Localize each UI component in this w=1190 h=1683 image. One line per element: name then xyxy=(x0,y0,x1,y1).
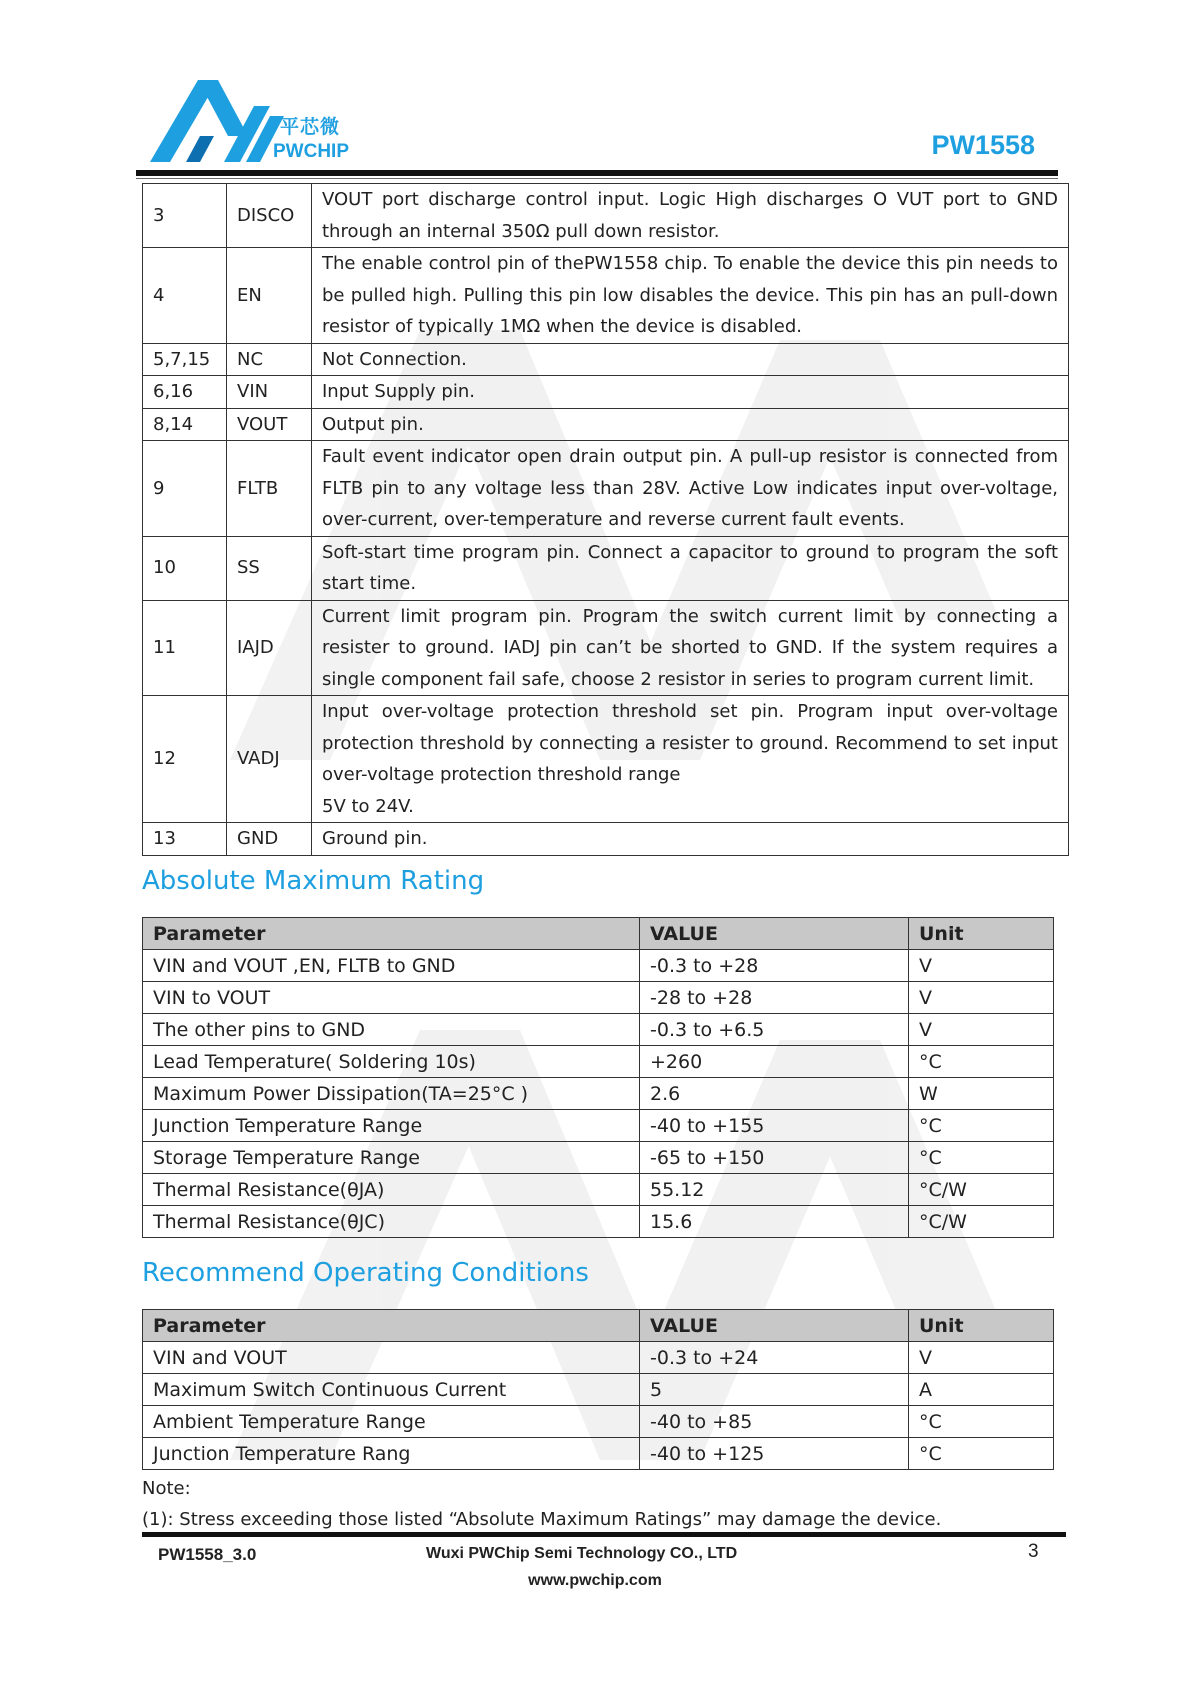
value-cell: 2.6 xyxy=(640,1078,909,1110)
pin-number: 3 xyxy=(143,184,227,248)
table-row xyxy=(143,600,1069,696)
footer-url: www.pwchip.com xyxy=(528,1572,662,1589)
table-row xyxy=(143,950,1054,982)
unit-cell: V xyxy=(909,950,1054,982)
pin-name: VADJ xyxy=(227,696,312,823)
table-row xyxy=(143,343,1069,376)
pin-description: Ground pin. xyxy=(312,823,1069,856)
table-row xyxy=(143,441,1069,537)
value-cell: -40 to +85 xyxy=(640,1406,909,1438)
page-number: 3 xyxy=(1028,1541,1039,1562)
pin-number: 12 xyxy=(143,696,227,823)
pin-description: The enable control pin of thePW1558 chip. To enable the device this pin needs to be pulled high. Pulling this pin low disables the device. This pin has an pull-down resistor of typically 1MΩ when the device is disabled. xyxy=(312,248,1069,344)
unit-cell: W xyxy=(909,1078,1054,1110)
pin-description-table xyxy=(142,183,1069,856)
value-cell: -28 to +28 xyxy=(640,982,909,1014)
pin-name: SS xyxy=(227,536,312,600)
pin-name: GND xyxy=(227,823,312,856)
note-label: Note: xyxy=(142,1478,191,1499)
param-cell: The other pins to GND xyxy=(143,1014,640,1046)
table-row xyxy=(143,696,1069,823)
table-row xyxy=(143,248,1069,344)
table-row xyxy=(143,1046,1054,1078)
value-cell: -40 to +125 xyxy=(640,1438,909,1470)
footer-company: Wuxi PWChip Semi Technology CO., LTD xyxy=(426,1545,738,1562)
header-divider xyxy=(136,170,1058,176)
column-header-unit: Unit xyxy=(909,918,1054,950)
value-cell: -0.3 to +28 xyxy=(640,950,909,982)
param-cell: VIN and VOUT xyxy=(143,1342,640,1374)
param-cell: VIN and VOUT ,EN, FLTB to GND xyxy=(143,950,640,982)
unit-cell: A xyxy=(909,1374,1054,1406)
pin-description: VOUT port discharge control input. Logic High discharges O VUT port to GND through an internal 350Ω pull down resistor. xyxy=(312,184,1069,248)
table-row xyxy=(143,823,1069,856)
pin-description: Soft-start time program pin. Connect a capacitor to ground to program the soft start time. xyxy=(312,536,1069,600)
param-cell: Junction Temperature Range xyxy=(143,1110,640,1142)
logo-chinese-text: 平芯微 xyxy=(280,116,341,138)
part-number: PW1558 xyxy=(931,130,1035,160)
table-row xyxy=(143,1206,1054,1238)
pin-number: 11 xyxy=(143,600,227,696)
pin-number: 13 xyxy=(143,823,227,856)
table-row xyxy=(143,982,1054,1014)
pin-number: 9 xyxy=(143,441,227,537)
pin-description: Current limit program pin. Program the switch current limit by connecting a resister to ground. IADJ pin can’t be shorted to GND. If the system requires a single component fail safe, choose 2 resistor in series to program current limit. xyxy=(312,600,1069,696)
unit-cell: V xyxy=(909,982,1054,1014)
pin-description-text: Input over-voltage protection threshold set pin. Program input over-voltage protection threshold by connecting a resister to ground. Recommend to set input over-voltage protection threshold range xyxy=(322,701,1058,785)
table-row xyxy=(143,184,1069,248)
pin-name: VIN xyxy=(227,376,312,409)
section-title-absolute-maximum: Absolute Maximum Rating xyxy=(142,866,485,896)
pin-description: Fault event indicator open drain output pin. A pull-up resistor is connected from FLTB pin to any voltage less than 28V. Active Low indicates input over-voltage, over-current, over-temperature and reverse current fault events. xyxy=(312,441,1069,537)
table-row xyxy=(143,1438,1054,1470)
pin-number: 4 xyxy=(143,248,227,344)
column-header-parameter: Parameter xyxy=(143,918,640,950)
pin-description-range: 5V to 24V. xyxy=(322,795,414,817)
pin-number: 10 xyxy=(143,536,227,600)
param-cell: Storage Temperature Range xyxy=(143,1142,640,1174)
unit-cell: V xyxy=(909,1014,1054,1046)
recommended-conditions-table xyxy=(142,1309,1054,1470)
header-divider-thin xyxy=(136,178,1058,179)
pin-name: IAJD xyxy=(227,600,312,696)
pin-number: 6,16 xyxy=(143,376,227,409)
pin-number: 5,7,15 xyxy=(143,343,227,376)
table-row xyxy=(143,1110,1054,1142)
pin-name: DISCO xyxy=(227,184,312,248)
unit-cell: °C xyxy=(909,1406,1054,1438)
param-cell: Ambient Temperature Range xyxy=(143,1406,640,1438)
table-row xyxy=(143,1078,1054,1110)
section-title-recommended-conditions: Recommend Operating Conditions xyxy=(142,1258,589,1288)
unit-cell: V xyxy=(909,1342,1054,1374)
value-cell: -40 to +155 xyxy=(640,1110,909,1142)
table-row xyxy=(143,408,1069,441)
table-row xyxy=(143,1142,1054,1174)
pin-name: NC xyxy=(227,343,312,376)
param-cell: Junction Temperature Rang xyxy=(143,1438,640,1470)
unit-cell: °C/W xyxy=(909,1206,1054,1238)
param-cell: Thermal Resistance(θJA) xyxy=(143,1174,640,1206)
value-cell: +260 xyxy=(640,1046,909,1078)
pin-name: VOUT xyxy=(227,408,312,441)
footer-divider xyxy=(142,1532,1066,1537)
table-row xyxy=(143,1406,1054,1438)
note-text: (1): Stress exceeding those listed “Absolute Maximum Ratings” may damage the device. xyxy=(142,1509,942,1530)
value-cell: 15.6 xyxy=(640,1206,909,1238)
pin-name: EN xyxy=(227,248,312,344)
unit-cell: °C xyxy=(909,1438,1054,1470)
param-cell: Maximum Switch Continuous Current xyxy=(143,1374,640,1406)
unit-cell: °C xyxy=(909,1110,1054,1142)
unit-cell: °C xyxy=(909,1046,1054,1078)
pin-number: 8,14 xyxy=(143,408,227,441)
column-header-parameter: Parameter xyxy=(143,1310,640,1342)
table-row xyxy=(143,536,1069,600)
footer-doc-id: PW1558_3.0 xyxy=(158,1545,257,1564)
pin-description xyxy=(312,696,1069,823)
unit-cell: °C xyxy=(909,1142,1054,1174)
pin-description: Output pin. xyxy=(312,408,1069,441)
value-cell: -65 to +150 xyxy=(640,1142,909,1174)
logo-english-text: PWCHIP xyxy=(273,141,349,162)
pwchip-logo xyxy=(148,76,388,166)
page-header xyxy=(0,0,1190,180)
column-header-unit: Unit xyxy=(909,1310,1054,1342)
param-cell: VIN to VOUT xyxy=(143,982,640,1014)
table-row xyxy=(143,1374,1054,1406)
absolute-maximum-table xyxy=(142,917,1054,1238)
column-header-value: VALUE xyxy=(640,918,909,950)
param-cell: Maximum Power Dissipation(TA=25°C ) xyxy=(143,1078,640,1110)
param-cell: Thermal Resistance(θJC) xyxy=(143,1206,640,1238)
pin-description: Not Connection. xyxy=(312,343,1069,376)
table-row xyxy=(143,1174,1054,1206)
pin-description: Input Supply pin. xyxy=(312,376,1069,409)
table-row xyxy=(143,376,1069,409)
table-row xyxy=(143,1014,1054,1046)
unit-cell: °C/W xyxy=(909,1174,1054,1206)
value-cell: 55.12 xyxy=(640,1174,909,1206)
column-header-value: VALUE xyxy=(640,1310,909,1342)
param-cell: Lead Temperature( Soldering 10s) xyxy=(143,1046,640,1078)
table-header-row xyxy=(143,918,1054,950)
value-cell: 5 xyxy=(640,1374,909,1406)
table-row xyxy=(143,1342,1054,1374)
pin-name: FLTB xyxy=(227,441,312,537)
table-header-row xyxy=(143,1310,1054,1342)
value-cell: -0.3 to +24 xyxy=(640,1342,909,1374)
value-cell: -0.3 to +6.5 xyxy=(640,1014,909,1046)
